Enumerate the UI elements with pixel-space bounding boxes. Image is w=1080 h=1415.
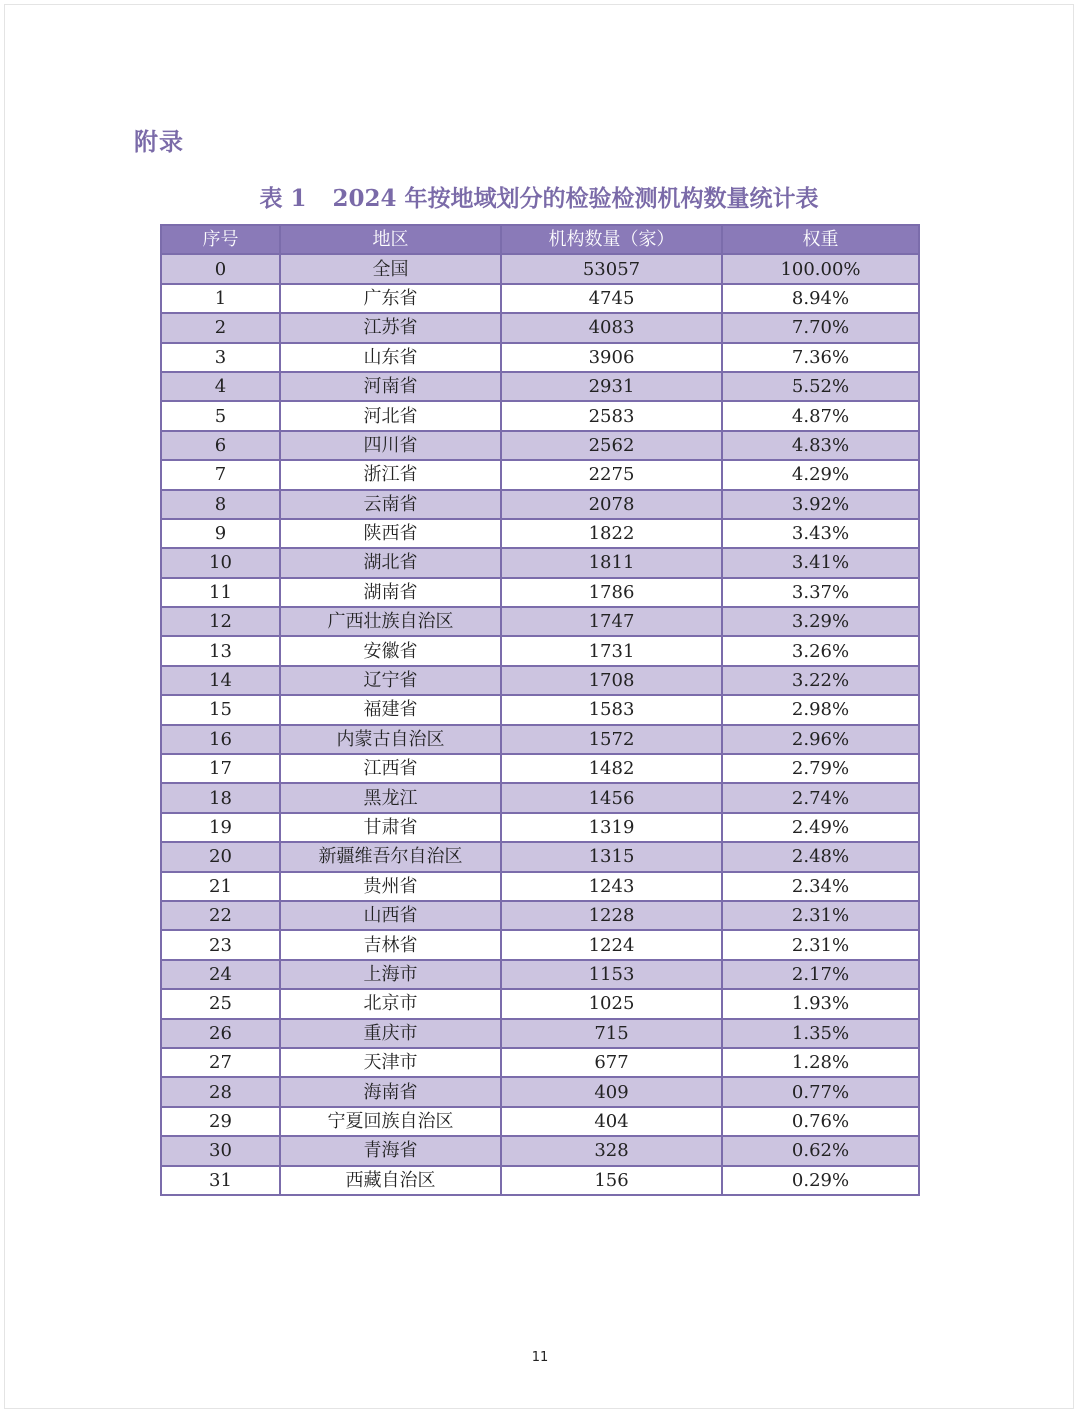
cell-count: 2275 bbox=[501, 460, 722, 489]
cell-count: 1315 bbox=[501, 842, 722, 871]
cell-weight: 1.35% bbox=[722, 1019, 919, 1048]
cell-weight: 0.62% bbox=[722, 1136, 919, 1165]
cell-region: 海南省 bbox=[280, 1077, 501, 1106]
cell-weight: 3.37% bbox=[722, 578, 919, 607]
cell-index: 11 bbox=[161, 578, 280, 607]
cell-count: 1747 bbox=[501, 607, 722, 636]
cell-index: 6 bbox=[161, 431, 280, 460]
cell-weight: 3.26% bbox=[722, 636, 919, 665]
appendix-heading: 附录 bbox=[134, 128, 184, 156]
cell-count: 1224 bbox=[501, 930, 722, 959]
table-row bbox=[161, 1107, 919, 1136]
cell-index: 29 bbox=[161, 1107, 280, 1136]
cell-region: 全国 bbox=[280, 254, 501, 283]
cell-weight: 2.98% bbox=[722, 695, 919, 724]
cell-region: 北京市 bbox=[280, 989, 501, 1018]
cell-weight: 4.87% bbox=[722, 401, 919, 430]
table-header-row bbox=[161, 225, 919, 254]
cell-index: 21 bbox=[161, 872, 280, 901]
cell-index: 7 bbox=[161, 460, 280, 489]
cell-weight: 2.79% bbox=[722, 754, 919, 783]
table-row bbox=[161, 930, 919, 959]
table-row bbox=[161, 1166, 919, 1195]
cell-count: 1025 bbox=[501, 989, 722, 1018]
cell-region: 吉林省 bbox=[280, 930, 501, 959]
cell-count: 677 bbox=[501, 1048, 722, 1077]
cell-index: 14 bbox=[161, 666, 280, 695]
table-row bbox=[161, 284, 919, 313]
cell-index: 17 bbox=[161, 754, 280, 783]
cell-index: 28 bbox=[161, 1077, 280, 1106]
table-row bbox=[161, 783, 919, 812]
table-caption-title: 2024 年按地域划分的检验检测机构数量统计表 bbox=[332, 185, 819, 212]
cell-count: 1153 bbox=[501, 960, 722, 989]
table-row bbox=[161, 1019, 919, 1048]
cell-index: 5 bbox=[161, 401, 280, 430]
cell-region: 山东省 bbox=[280, 343, 501, 372]
cell-index: 10 bbox=[161, 548, 280, 577]
table-row bbox=[161, 989, 919, 1018]
cell-region: 青海省 bbox=[280, 1136, 501, 1165]
cell-count: 1731 bbox=[501, 636, 722, 665]
cell-count: 1456 bbox=[501, 783, 722, 812]
cell-region: 甘肃省 bbox=[280, 813, 501, 842]
table-row bbox=[161, 872, 919, 901]
cell-count: 1822 bbox=[501, 519, 722, 548]
cell-region: 广东省 bbox=[280, 284, 501, 313]
cell-index: 4 bbox=[161, 372, 280, 401]
cell-weight: 1.93% bbox=[722, 989, 919, 1018]
table-row bbox=[161, 343, 919, 372]
cell-index: 24 bbox=[161, 960, 280, 989]
table-row bbox=[161, 960, 919, 989]
table-body bbox=[161, 254, 919, 1195]
cell-count: 1708 bbox=[501, 666, 722, 695]
cell-weight: 4.83% bbox=[722, 431, 919, 460]
cell-region: 天津市 bbox=[280, 1048, 501, 1077]
cell-weight: 3.22% bbox=[722, 666, 919, 695]
header-region: 地区 bbox=[280, 225, 501, 254]
cell-weight: 2.74% bbox=[722, 783, 919, 812]
table-row bbox=[161, 754, 919, 783]
cell-weight: 100.00% bbox=[722, 254, 919, 283]
cell-index: 19 bbox=[161, 813, 280, 842]
cell-index: 31 bbox=[161, 1166, 280, 1195]
cell-weight: 5.52% bbox=[722, 372, 919, 401]
table-row bbox=[161, 519, 919, 548]
cell-region: 陕西省 bbox=[280, 519, 501, 548]
cell-region: 江西省 bbox=[280, 754, 501, 783]
cell-count: 2562 bbox=[501, 431, 722, 460]
table-row bbox=[161, 431, 919, 460]
table-row bbox=[161, 490, 919, 519]
cell-count: 715 bbox=[501, 1019, 722, 1048]
cell-region: 黑龙江 bbox=[280, 783, 501, 812]
cell-count: 4083 bbox=[501, 313, 722, 342]
table-row bbox=[161, 578, 919, 607]
cell-region: 湖北省 bbox=[280, 548, 501, 577]
cell-count: 53057 bbox=[501, 254, 722, 283]
cell-index: 26 bbox=[161, 1019, 280, 1048]
cell-region: 安徽省 bbox=[280, 636, 501, 665]
table-row bbox=[161, 813, 919, 842]
cell-count: 404 bbox=[501, 1107, 722, 1136]
cell-region: 广西壮族自治区 bbox=[280, 607, 501, 636]
table-row bbox=[161, 725, 919, 754]
cell-count: 1811 bbox=[501, 548, 722, 577]
cell-weight: 0.77% bbox=[722, 1077, 919, 1106]
cell-index: 20 bbox=[161, 842, 280, 871]
cell-region: 辽宁省 bbox=[280, 666, 501, 695]
table-row bbox=[161, 901, 919, 930]
institution-stats-table bbox=[160, 224, 920, 1196]
cell-index: 0 bbox=[161, 254, 280, 283]
cell-weight: 7.70% bbox=[722, 313, 919, 342]
table-row bbox=[161, 372, 919, 401]
cell-region: 贵州省 bbox=[280, 872, 501, 901]
cell-index: 12 bbox=[161, 607, 280, 636]
cell-count: 1482 bbox=[501, 754, 722, 783]
cell-region: 福建省 bbox=[280, 695, 501, 724]
cell-region: 新疆维吾尔自治区 bbox=[280, 842, 501, 871]
cell-region: 内蒙古自治区 bbox=[280, 725, 501, 754]
cell-region: 江苏省 bbox=[280, 313, 501, 342]
table-row bbox=[161, 401, 919, 430]
cell-weight: 1.28% bbox=[722, 1048, 919, 1077]
table-row bbox=[161, 666, 919, 695]
cell-weight: 3.92% bbox=[722, 490, 919, 519]
cell-region: 上海市 bbox=[280, 960, 501, 989]
cell-region: 湖南省 bbox=[280, 578, 501, 607]
cell-count: 4745 bbox=[501, 284, 722, 313]
cell-index: 8 bbox=[161, 490, 280, 519]
cell-weight: 0.29% bbox=[722, 1166, 919, 1195]
cell-count: 3906 bbox=[501, 343, 722, 372]
cell-count: 2583 bbox=[501, 401, 722, 430]
cell-count: 1583 bbox=[501, 695, 722, 724]
cell-weight: 8.94% bbox=[722, 284, 919, 313]
cell-region: 宁夏回族自治区 bbox=[280, 1107, 501, 1136]
cell-count: 409 bbox=[501, 1077, 722, 1106]
cell-region: 重庆市 bbox=[280, 1019, 501, 1048]
cell-weight: 2.31% bbox=[722, 901, 919, 930]
cell-weight: 2.48% bbox=[722, 842, 919, 871]
cell-weight: 2.17% bbox=[722, 960, 919, 989]
cell-count: 2078 bbox=[501, 490, 722, 519]
table-caption bbox=[160, 180, 918, 213]
cell-index: 15 bbox=[161, 695, 280, 724]
cell-weight: 2.31% bbox=[722, 930, 919, 959]
table-row bbox=[161, 695, 919, 724]
table-row bbox=[161, 607, 919, 636]
cell-weight: 0.76% bbox=[722, 1107, 919, 1136]
cell-index: 3 bbox=[161, 343, 280, 372]
cell-count: 2931 bbox=[501, 372, 722, 401]
cell-count: 1319 bbox=[501, 813, 722, 842]
cell-index: 18 bbox=[161, 783, 280, 812]
cell-region: 四川省 bbox=[280, 431, 501, 460]
table-row bbox=[161, 1136, 919, 1165]
table-row bbox=[161, 1077, 919, 1106]
cell-index: 2 bbox=[161, 313, 280, 342]
table-row bbox=[161, 254, 919, 283]
cell-region: 云南省 bbox=[280, 490, 501, 519]
cell-index: 25 bbox=[161, 989, 280, 1018]
cell-weight: 4.29% bbox=[722, 460, 919, 489]
table-caption-number: 表 1 bbox=[259, 185, 307, 212]
cell-count: 1572 bbox=[501, 725, 722, 754]
table-row bbox=[161, 313, 919, 342]
cell-index: 1 bbox=[161, 284, 280, 313]
cell-region: 山西省 bbox=[280, 901, 501, 930]
cell-index: 30 bbox=[161, 1136, 280, 1165]
cell-count: 1228 bbox=[501, 901, 722, 930]
table-row bbox=[161, 1048, 919, 1077]
cell-index: 22 bbox=[161, 901, 280, 930]
cell-weight: 2.34% bbox=[722, 872, 919, 901]
cell-index: 23 bbox=[161, 930, 280, 959]
header-index: 序号 bbox=[161, 225, 280, 254]
cell-weight: 3.43% bbox=[722, 519, 919, 548]
cell-index: 9 bbox=[161, 519, 280, 548]
cell-region: 河南省 bbox=[280, 372, 501, 401]
cell-weight: 3.41% bbox=[722, 548, 919, 577]
cell-region: 西藏自治区 bbox=[280, 1166, 501, 1195]
cell-index: 13 bbox=[161, 636, 280, 665]
cell-count: 328 bbox=[501, 1136, 722, 1165]
table-row bbox=[161, 636, 919, 665]
header-weight: 权重 bbox=[722, 225, 919, 254]
cell-region: 浙江省 bbox=[280, 460, 501, 489]
header-count: 机构数量（家） bbox=[501, 225, 722, 254]
cell-index: 27 bbox=[161, 1048, 280, 1077]
cell-region: 河北省 bbox=[280, 401, 501, 430]
cell-index: 16 bbox=[161, 725, 280, 754]
cell-count: 156 bbox=[501, 1166, 722, 1195]
table-row bbox=[161, 460, 919, 489]
cell-weight: 2.49% bbox=[722, 813, 919, 842]
cell-weight: 7.36% bbox=[722, 343, 919, 372]
table-row bbox=[161, 842, 919, 871]
cell-weight: 2.96% bbox=[722, 725, 919, 754]
cell-weight: 3.29% bbox=[722, 607, 919, 636]
table-row bbox=[161, 548, 919, 577]
cell-count: 1786 bbox=[501, 578, 722, 607]
cell-count: 1243 bbox=[501, 872, 722, 901]
page-number: 11 bbox=[531, 1350, 549, 1365]
